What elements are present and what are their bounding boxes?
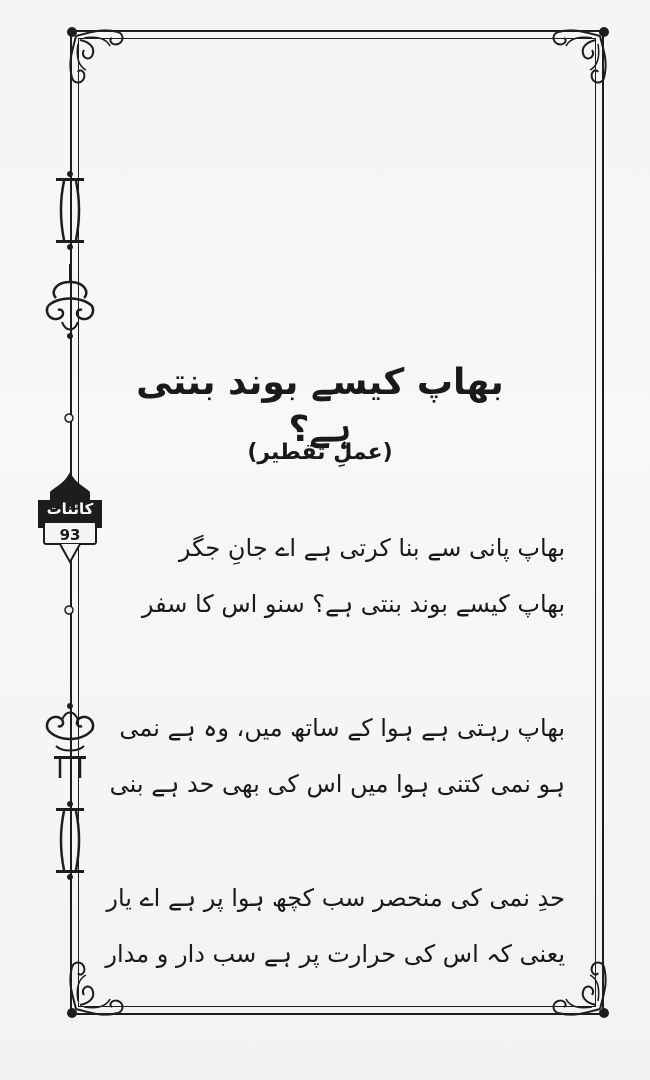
border-ornament-pillar-top — [52, 170, 88, 250]
stanza — [105, 870, 565, 982]
border-ornament-dot — [63, 604, 75, 616]
page-number-badge — [34, 470, 106, 570]
corner-ornament-top-left — [62, 22, 132, 92]
verse-line: بھاپ رہتی ہے ہوا کے ساتھ میں، وہ ہے نمی — [119, 714, 565, 742]
page-number: 93 — [59, 526, 81, 544]
border-ornament-dot — [63, 412, 75, 424]
verse-line: یعنی کہ اس کی حرارت پر ہے سب دار و مدار — [105, 940, 565, 968]
verse-line: بھاپ کیسے بوند بنتی ہے؟ سنو اس کا سفر — [141, 590, 565, 618]
border-ornament-floral-bottom — [42, 702, 98, 782]
corner-ornament-top-right — [544, 22, 614, 92]
poem-title: بھاپ کیسے بوند بنتی ہے؟ — [136, 362, 504, 450]
poem-subtitle: (عملِ تقطیر) — [247, 440, 393, 465]
stanza — [141, 520, 565, 632]
verse-line: حدِ نمی کی منحصر سب کچھ ہوا پر ہے اے یار — [106, 884, 565, 912]
stanza — [109, 700, 565, 812]
verse-line: ہو نمی کتنی ہوا میں اس کی بھی حد ہے بنی — [109, 770, 565, 798]
border-ornament-pillar-bottom — [52, 800, 88, 880]
book-title-label: کائنات — [46, 500, 94, 518]
border-ornament-floral-top — [42, 262, 98, 342]
verse-line: بھاپ پانی سے بنا کرتی ہے اے جانِ جگر — [178, 534, 565, 562]
